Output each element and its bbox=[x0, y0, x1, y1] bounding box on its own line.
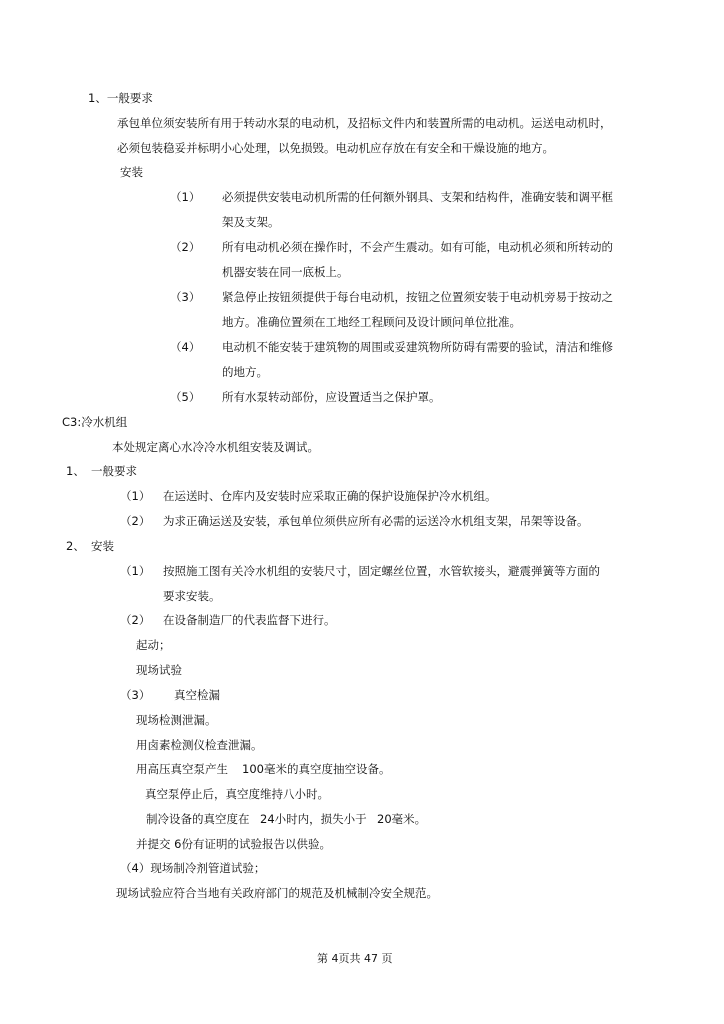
section-heading: 一般要求 bbox=[91, 464, 137, 478]
list-item-number: （3） bbox=[120, 688, 151, 702]
list-item-number: （2） bbox=[170, 240, 201, 254]
paragraph-line: 承包单位须安装所有用于转动水泵的电动机，及招标文件内和装置所需的电动机。运送电动机时， bbox=[117, 116, 612, 130]
list-item-number: （2） bbox=[120, 514, 151, 528]
sub-label: 起动； bbox=[136, 638, 171, 652]
page-footer: 第 4页共 47 页 bbox=[317, 952, 393, 965]
paragraph-line: 并提交 6份有证明的试验报告以供验。 bbox=[136, 837, 331, 851]
list-item-text: 要求安装。 bbox=[163, 589, 221, 603]
paragraph-line: 现场试验应符合当地有关政府部门的规范及机械制冷安全规范。 bbox=[116, 886, 438, 900]
paragraph-line: 真空泵停止后，真空度维持八小时。 bbox=[145, 787, 329, 801]
list-item-text: 电动机不能安装于建筑物的周围或妥建筑物所防碍有需要的验试，清洁和维修 bbox=[222, 340, 613, 354]
sub-label: 现场试验 bbox=[136, 663, 182, 677]
paragraph-line: 现场检测泄漏。 bbox=[136, 713, 217, 727]
list-item-number: （4） bbox=[170, 340, 201, 354]
list-item-text: 所有电动机必须在操作时，不会产生震动。如有可能，电动机必须和所转动的 bbox=[222, 240, 613, 254]
paragraph-line: 本处规定离心水冷冷水机组安装及调试。 bbox=[112, 440, 319, 454]
paragraph-line: 用卤素检测仪检查泄漏。 bbox=[136, 738, 263, 752]
section-number: 2、 bbox=[66, 539, 85, 553]
subsection-heading: （4）现场制冷剂管道试验； bbox=[120, 861, 266, 875]
list-item-text: 在运送时、仓库内及安装时应采取正确的保护设施保护冷水机组。 bbox=[163, 489, 497, 503]
paragraph-line: 24小时内，损失小于 bbox=[260, 812, 367, 826]
paragraph-line: 制冷设备的真空度在 bbox=[146, 812, 250, 826]
list-item-number: （1） bbox=[120, 489, 151, 503]
list-item-text: 按照施工图有关冷水机组的安装尺寸，固定螺丝位置，水管软接头，避震弹簧等方面的 bbox=[163, 564, 600, 578]
list-item-text: 为求正确运送及安装，承包单位须供应所有必需的运送冷水机组支架，吊架等设备。 bbox=[163, 514, 589, 528]
list-item-number: （3） bbox=[170, 290, 201, 304]
paragraph-line: 用高压真空泵产生 bbox=[136, 762, 228, 776]
subsection-heading: 安装 bbox=[120, 165, 143, 179]
list-item-text: 架及支架。 bbox=[222, 215, 280, 229]
paragraph-line: 20毫米。 bbox=[377, 812, 427, 826]
paragraph-line: 必须包装稳妥并标明小心处理，以免损毁。电动机应存放在有安全和干燥设施的地方。 bbox=[117, 141, 554, 155]
list-item-number: （2） bbox=[120, 613, 151, 627]
list-item-text: 在设备制造厂的代表监督下进行。 bbox=[163, 613, 336, 627]
list-item-text: 紧急停止按钮须提供于每台电动机，按钮之位置须安装于电动机旁易于按动之 bbox=[222, 290, 613, 304]
list-item-text: 必须提供安装电动机所需的任何额外钢具、支架和结构件，准确安装和调平框 bbox=[222, 190, 613, 204]
list-item-number: （5） bbox=[170, 390, 201, 404]
list-item-number: （1） bbox=[120, 564, 151, 578]
list-item-text: 的地方。 bbox=[222, 365, 268, 379]
section-title: C3:冷水机组 bbox=[62, 415, 128, 429]
list-item-text: 所有水泵转动部份，应设置适当之保护罩。 bbox=[222, 390, 441, 404]
section-heading: 1、一般要求 bbox=[88, 91, 153, 105]
section-heading: 安装 bbox=[91, 539, 114, 553]
list-item-text: 机器安装在同一底板上。 bbox=[222, 265, 349, 279]
list-item-number: （1） bbox=[170, 190, 201, 204]
subsection-heading: 真空检漏 bbox=[174, 688, 220, 702]
paragraph-line: 100毫米的真空度抽空设备。 bbox=[242, 762, 391, 776]
section-number: 1、 bbox=[66, 464, 85, 478]
list-item-text: 地方。准确位置须在工地经工程顾问及设计顾问单位批准。 bbox=[222, 315, 521, 329]
